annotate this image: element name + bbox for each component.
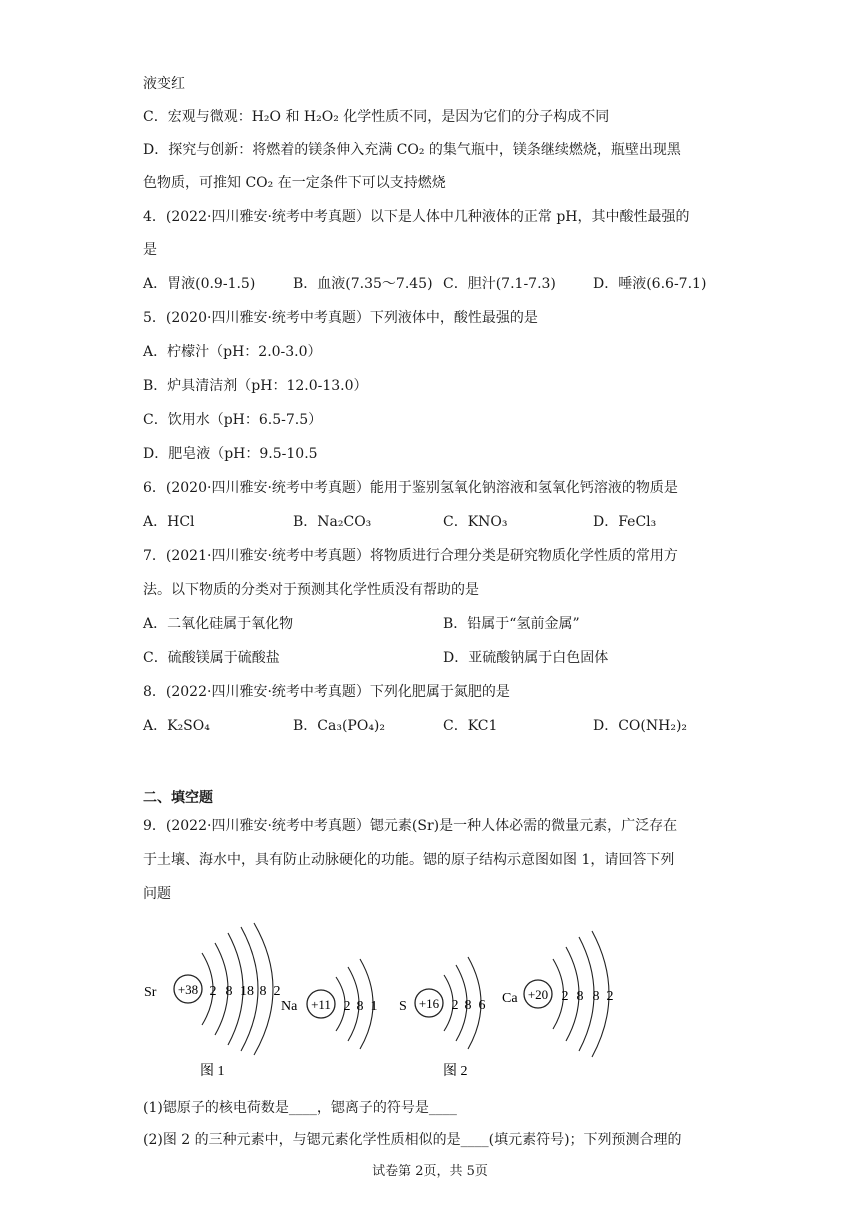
- atom-na: [281, 959, 378, 1049]
- question-9-part-2: (2)图 2 的三种元素中，与锶元素化学性质相似的是____(填元素符号)；下列预测合理的: [143, 1132, 682, 1148]
- q4-option-a: A．胃液(0.9-1.5): [143, 276, 256, 292]
- question-5: 5．(2020·四川雅安·统考中考真题）下列液体中，酸性最强的是: [143, 310, 538, 326]
- shell-electrons: 8: [225, 984, 233, 999]
- shell-electrons: 8: [592, 989, 600, 1004]
- text-line: 色物质，可推知 CO₂ 在一定条件下可以支持燃烧: [143, 175, 446, 191]
- q7-option-c: C．硫酸镁属于硫酸盐: [143, 650, 280, 666]
- atom-sr: [144, 923, 281, 1055]
- option-c-text: C．宏观与微观：H₂O 和 H₂O₂ 化学性质不同，是因为它们的分子构成不同: [143, 109, 610, 125]
- element-symbol: S: [399, 999, 407, 1014]
- element-symbol: Sr: [144, 985, 157, 1000]
- question-4: 4．(2022·四川雅安·统考中考真题）以下是人体中几种液体的正常 pH，其中酸性最强的: [143, 209, 690, 225]
- question-4-cont: 是: [143, 242, 157, 258]
- nucleus-charge: +20: [527, 987, 549, 1002]
- shell-electrons: 1: [370, 999, 378, 1014]
- q4-option-c: C．胆汁(7.1-7.3): [443, 276, 556, 292]
- figure-caption-2: 图 2: [443, 1064, 468, 1079]
- q5-option-d: D．肥皂液（pH：9.5-10.5: [143, 446, 318, 462]
- q8-option-a: A．K₂SO₄: [143, 718, 210, 734]
- q4-option-b: B．血液(7.35～7.45): [293, 276, 433, 292]
- q5-option-c: C．饮用水（pH：6.5-7.5）: [143, 412, 323, 428]
- q4-option-d: D．唾液(6.6-7.1): [593, 276, 707, 292]
- atom-ca: [502, 931, 614, 1057]
- q6-option-b: B．Na₂CO₃: [293, 514, 372, 530]
- shell-electrons: 6: [478, 998, 486, 1013]
- shell-electrons: 2: [273, 984, 281, 999]
- q7-option-b: B．铅属于“氢前金属”: [443, 616, 580, 632]
- question-9-cont: 问题: [143, 886, 171, 902]
- shell-electrons: 8: [259, 984, 267, 999]
- shell-electrons: 2: [451, 998, 459, 1013]
- q8-option-b: B．Ca₃(PO₄)₂: [293, 718, 386, 734]
- shell-electrons: 8: [576, 989, 584, 1004]
- q7-option-a: A．二氧化硅属于氧化物: [143, 616, 294, 632]
- element-symbol: Ca: [502, 991, 518, 1006]
- shell-electrons: 2: [561, 989, 569, 1004]
- question-9: 9．(2022·四川雅安·统考中考真题）锶元素(Sr)是一种人体必需的微量元素，广泛存在: [143, 818, 678, 834]
- question-9-part-1: (1)锶原子的核电荷数是____，锶离子的符号是____: [143, 1100, 457, 1116]
- text-line: 液变红: [143, 76, 185, 92]
- q5-option-b: B．炉具清洁剂（pH：12.0-13.0）: [143, 378, 368, 394]
- page-footer: 试卷第 2页，共 5页: [372, 1164, 488, 1179]
- q6-option-c: C．KNO₃: [443, 514, 508, 530]
- shell-electrons: 8: [464, 998, 472, 1013]
- q5-option-a: A．柠檬汁（pH：2.0-3.0）: [143, 344, 322, 360]
- nucleus-charge: +16: [418, 996, 440, 1011]
- shell-electrons: 2: [343, 999, 351, 1014]
- nucleus-charge: +11: [311, 997, 331, 1012]
- nucleus-charge: +38: [177, 982, 199, 997]
- option-d-text: D．探究与创新：将燃着的镁条伸入充满 CO₂ 的集气瓶中，镁条继续燃烧，瓶壁出现黑: [143, 142, 681, 158]
- question-9-cont: 于土壤、海水中，具有防止动脉硬化的功能。锶的原子结构示意图如图 1，请回答下列: [143, 852, 675, 868]
- shell-electrons: 2: [606, 989, 614, 1004]
- question-6: 6．(2020·四川雅安·统考中考真题）能用于鉴别氢氧化钠溶液和氢氧化钙溶液的物质是: [143, 480, 678, 496]
- question-8: 8．(2022·四川雅安·统考中考真题）下列化肥属于氮肥的是: [143, 684, 510, 700]
- q6-option-d: D．FeCl₃: [593, 514, 657, 530]
- figure-caption-1: 图 1: [200, 1064, 225, 1079]
- q8-option-c: C．KC1: [443, 718, 498, 734]
- element-symbol: Na: [281, 999, 298, 1014]
- q7-option-d: D．亚硫酸钠属于白色固体: [443, 650, 609, 666]
- section-heading: 二、填空题: [143, 790, 213, 806]
- atom-s: [399, 957, 486, 1049]
- q8-option-d: D．CO(NH₂)₂: [593, 718, 688, 734]
- shell-electrons: 2: [209, 984, 217, 999]
- question-7-cont: 法。以下物质的分类对于预测其化学性质没有帮助的是: [143, 582, 479, 598]
- atomic-structure-figure: [140, 915, 640, 1085]
- question-7: 7．(2021·四川雅安·统考中考真题）将物质进行合理分类是研究物质化学性质的常用方: [143, 548, 678, 564]
- q6-option-a: A．HCl: [143, 514, 195, 530]
- shell-electrons: 8: [356, 999, 364, 1014]
- shell-electrons: 18: [240, 984, 254, 999]
